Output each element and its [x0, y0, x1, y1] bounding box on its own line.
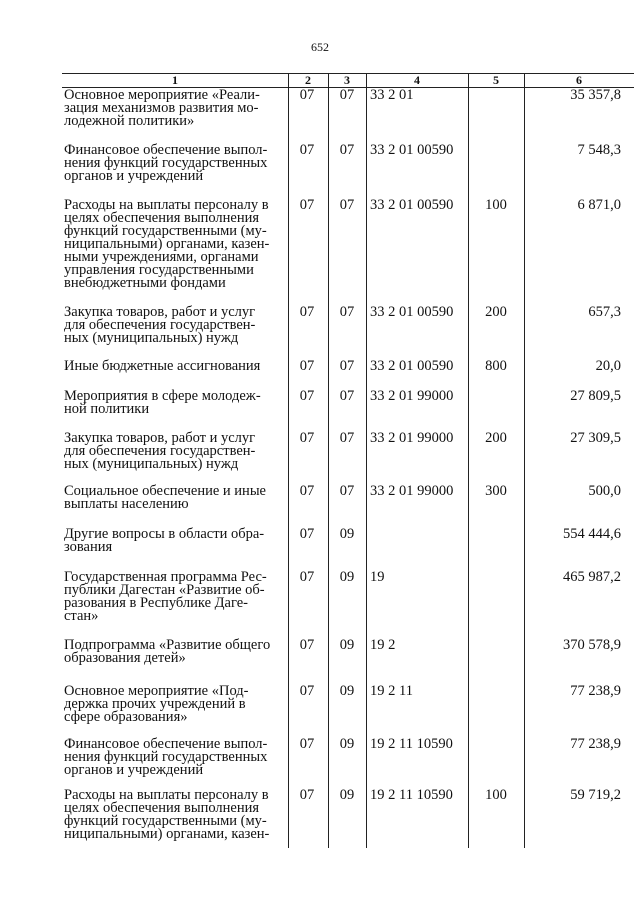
- row-amount: 657,3: [588, 304, 621, 320]
- row-name: Закупка товаров, работ и услуг для обеспечения государствен- ных (муниципальных) нужд: [64, 304, 256, 346]
- row-expense-type: 800: [485, 358, 507, 374]
- row-section: 07: [299, 483, 315, 499]
- row-section: 07: [299, 358, 315, 374]
- row-name: Расходы на выплаты персоналу в целях обеспечения выполнения функций государственными (му- ниципальными) органами, казен- ными учреждениями, органами управления государственными внебюджетными фондами: [64, 197, 270, 291]
- row-subsection: 09: [339, 787, 355, 803]
- row-name: Финансовое обеспечение выпол- нения функций государственных органов и учреждений: [64, 142, 268, 184]
- column-header-6: 6: [576, 73, 582, 87]
- row-target-article: 19 2 11 10590: [370, 787, 453, 803]
- row-target-article: 19: [370, 569, 385, 585]
- row-subsection: 09: [339, 736, 355, 752]
- row-expense-type: 100: [485, 197, 507, 213]
- row-subsection: 07: [339, 142, 355, 158]
- row-target-article: 33 2 01: [370, 87, 414, 103]
- row-subsection: 07: [339, 430, 355, 446]
- row-subsection: 07: [339, 483, 355, 499]
- row-subsection: 09: [339, 569, 355, 585]
- row-amount: 20,0: [595, 358, 621, 374]
- column-header-1: 1: [172, 73, 178, 87]
- row-expense-type: 200: [485, 430, 507, 446]
- row-section: 07: [299, 683, 315, 699]
- row-target-article: 33 2 01 99000: [370, 483, 454, 499]
- row-target-article: 33 2 01 00590: [370, 304, 454, 320]
- column-header-4: 4: [414, 73, 420, 87]
- row-section: 07: [299, 430, 315, 446]
- row-section: 07: [299, 787, 315, 803]
- column-divider: [468, 73, 469, 848]
- row-amount: 27 309,5: [570, 430, 621, 446]
- row-name: Иные бюджетные ассигнования: [64, 358, 261, 374]
- row-section: 07: [299, 526, 315, 542]
- row-amount: 465 987,2: [563, 569, 621, 585]
- row-amount: 554 444,6: [563, 526, 621, 542]
- row-section: 07: [299, 142, 315, 158]
- column-divider: [366, 73, 367, 848]
- column-divider: [328, 73, 329, 848]
- row-amount: 6 871,0: [577, 197, 621, 213]
- row-target-article: 33 2 01 00590: [370, 142, 454, 158]
- row-amount: 500,0: [588, 483, 621, 499]
- row-section: 07: [299, 637, 315, 653]
- row-section: 07: [299, 569, 315, 585]
- row-amount: 77 238,9: [570, 683, 621, 699]
- row-amount: 27 809,5: [570, 388, 621, 404]
- row-target-article: 33 2 01 00590: [370, 197, 454, 213]
- row-subsection: 07: [339, 304, 355, 320]
- row-subsection: 09: [339, 526, 355, 542]
- row-subsection: 09: [339, 637, 355, 653]
- row-expense-type: 100: [485, 787, 507, 803]
- row-amount: 7 548,3: [577, 142, 621, 158]
- column-divider: [288, 73, 289, 848]
- column-header-3: 3: [344, 73, 350, 87]
- row-amount: 59 719,2: [570, 787, 621, 803]
- row-subsection: 07: [339, 388, 355, 404]
- column-divider: [524, 73, 525, 848]
- row-section: 07: [299, 304, 315, 320]
- row-section: 07: [299, 87, 315, 103]
- row-section: 07: [299, 197, 315, 213]
- row-target-article: 33 2 01 00590: [370, 358, 454, 374]
- row-name: Закупка товаров, работ и услуг для обеспечения государствен- ных (муниципальных) нужд: [64, 430, 256, 472]
- row-amount: 370 578,9: [563, 637, 621, 653]
- row-subsection: 07: [339, 87, 355, 103]
- row-target-article: 19 2: [370, 637, 396, 653]
- row-target-article: 19 2 11: [370, 683, 413, 699]
- row-amount: 77 238,9: [570, 736, 621, 752]
- row-target-article: 19 2 11 10590: [370, 736, 453, 752]
- row-name: Расходы на выплаты персоналу в целях обеспечения выполнения функций государственными (му- ниципальными) органами, казен-: [64, 787, 270, 842]
- row-name: Основное мероприятие «Реали- зация механизмов развития мо- лодежной политики»: [64, 87, 260, 129]
- row-expense-type: 300: [485, 483, 507, 499]
- row-name: Другие вопросы в области обра- зования: [64, 526, 265, 555]
- row-amount: 35 357,8: [570, 87, 621, 103]
- row-name: Подпрограмма «Развитие общего образования детей»: [64, 637, 271, 666]
- column-header-5: 5: [493, 73, 499, 87]
- row-name: Социальное обеспечение и иные выплаты населению: [64, 483, 266, 512]
- row-name: Финансовое обеспечение выпол- нения функций государственных органов и учреждений: [64, 736, 268, 778]
- page-number: 652: [311, 40, 329, 54]
- row-expense-type: 200: [485, 304, 507, 320]
- row-name: Основное мероприятие «Под- держка прочих учреждений в сфере образования»: [64, 683, 249, 725]
- row-subsection: 07: [339, 358, 355, 374]
- budget-table: [62, 73, 634, 848]
- column-header-2: 2: [305, 73, 311, 87]
- row-name: Мероприятия в сфере молодеж- ной политики: [64, 388, 261, 417]
- row-subsection: 07: [339, 197, 355, 213]
- row-target-article: 33 2 01 99000: [370, 388, 454, 404]
- row-section: 07: [299, 736, 315, 752]
- row-target-article: 33 2 01 99000: [370, 430, 454, 446]
- row-name: Государственная программа Рес- публики Дагестан «Развитие об- разования в Республике Даге- стан»: [64, 569, 267, 624]
- row-subsection: 09: [339, 683, 355, 699]
- row-section: 07: [299, 388, 315, 404]
